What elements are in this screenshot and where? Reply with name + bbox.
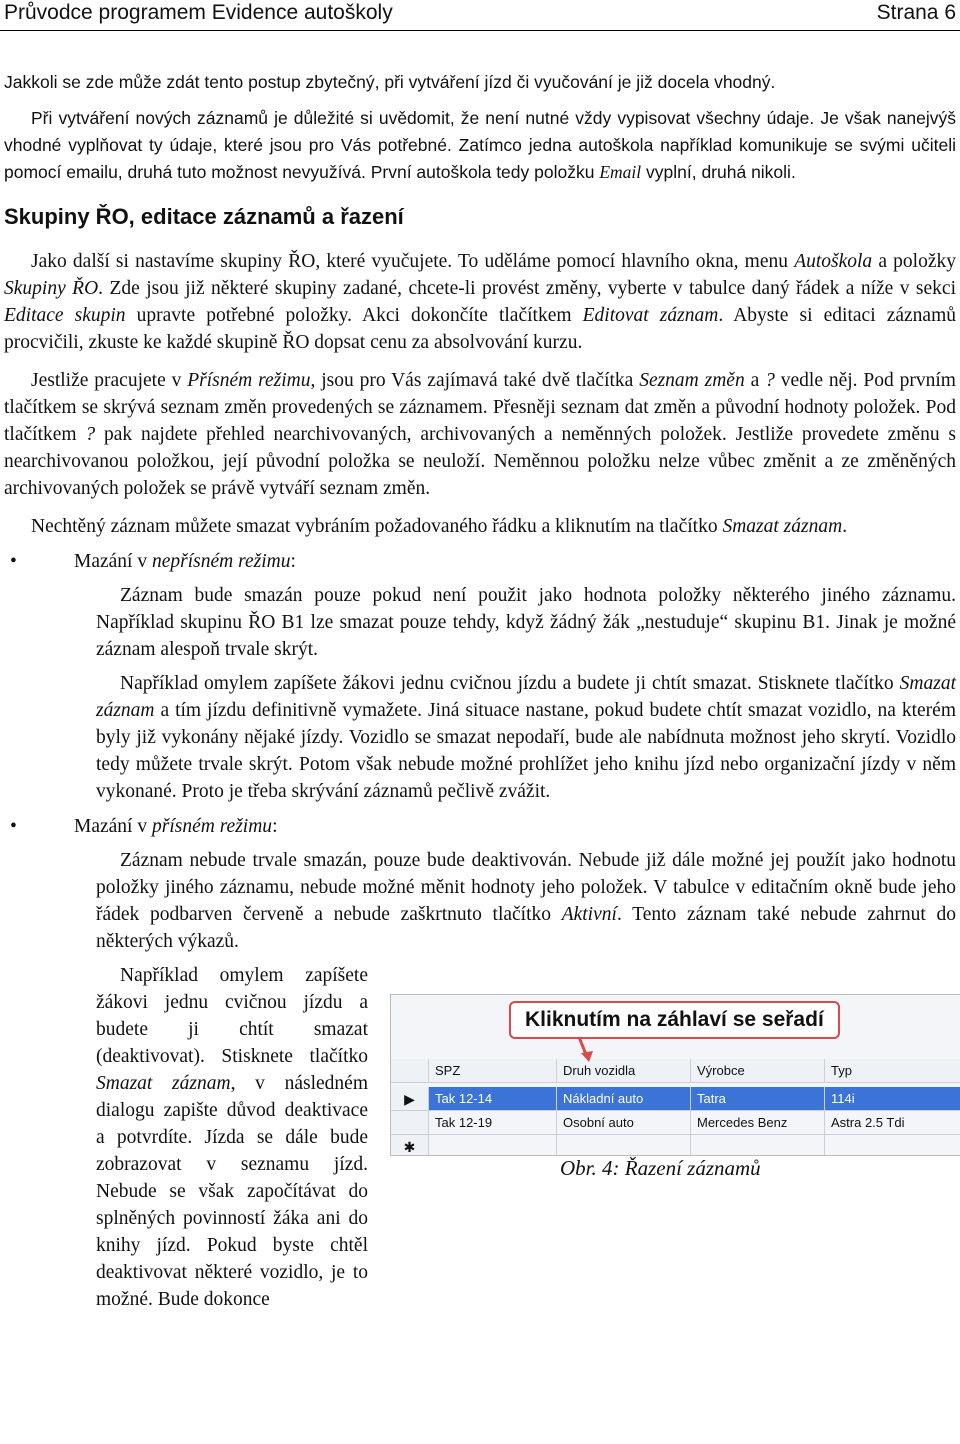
- section-heading: Skupiny ŘO, editace záznamů a řazení: [4, 204, 404, 229]
- intro-paragraph-1: Jakkoli se zde může zdát tento postup zbytečný, při vytváření jízd či vyučování je již docela vhodný.: [4, 72, 776, 92]
- table-cell[interactable]: Astra 2.5 Tdi: [825, 1111, 960, 1135]
- table-cell[interactable]: [691, 1135, 825, 1156]
- table-cell[interactable]: Tak 12-14: [429, 1087, 557, 1111]
- page-number: Strana 6: [876, 1, 956, 24]
- grid-header-row[interactable]: [391, 1059, 960, 1083]
- text-run-italic: Email: [599, 162, 642, 182]
- table-cell[interactable]: Tak 12-19: [429, 1111, 557, 1135]
- table-row[interactable]: [391, 1135, 960, 1156]
- table-cell[interactable]: [429, 1135, 557, 1156]
- column-header[interactable]: SPZ: [429, 1059, 557, 1083]
- column-header[interactable]: Typ: [825, 1059, 960, 1083]
- text-run: vyplní, druhá nikoli.: [641, 162, 796, 182]
- strict-paragraph-1: Záznam nebude trvale smazán, pouze bude deaktivován. Nebude již dále možné jej použít jako hodnotu položky jiného záznamu, nebude možné měnit hodnoty jeho položek. V tabulce v editačním okně bude jeho řádek podbarven červeně a nebude zaškrtnuto tlačítko Aktivní. Tento záznam také nebude zahrnut do některých výkazů.: [96, 850, 956, 952]
- arrow-down-icon: [571, 1035, 601, 1063]
- row-marker: ✱: [391, 1135, 429, 1156]
- table-cell[interactable]: Osobní auto: [557, 1111, 691, 1135]
- table-screenshot: [390, 994, 960, 1156]
- row-marker: ▶: [391, 1087, 429, 1111]
- bullet-nonstrict-mode: • Mazání v nepřísném režimu:: [4, 548, 956, 575]
- table-row[interactable]: [391, 1111, 960, 1135]
- nonstrict-paragraph-2: Například omylem zapíšete žákovi jednu cvičnou jízdu a budete ji chtít smazat. Stisknete tlačítko Smazat záznam a tím jízdu definitivně vymažete. Jiná situace nastane, pokud budete chtít smazat vozidlo, na kterém byly již vykonány nějaké jízdy. Vozidlo se smazat nepodaří, bude ale nabídnuta možnost jeho skrytí. Vozidlo tedy můžete trvale skrýt. Potom však nebude možné prohlížet jeho knihu jízd nebo organizační jízdy v něm vykonané. Proto je třeba skrývání záznamů pečlivě zvážit.: [96, 673, 956, 802]
- bullet-strict-mode: • Mazání v přísném režimu:: [4, 813, 956, 840]
- table-cell[interactable]: Nákladní auto: [557, 1087, 691, 1111]
- text-run: Při vytváření nových záznamů je důležité si uvědomit, že není nutné vždy vypisovat všechny údaje. Je však nanejvýš vhodné vyplňovat ty údaje, které jsou pro Vás potřebné. Zatímco jedna autoškola například komunikuje se svými učiteli pomocí emailu, druhá tuto možnost nevyužívá. První autoškola tedy položku: [4, 108, 956, 182]
- section-paragraph-3: Nechtěný záznam můžete smazat vybráním požadovaného řádku a kliknutím na tlačítko Smazat záznam.: [31, 516, 848, 537]
- section-paragraph-1: Jako další si nastavíme skupiny ŘO, které vyučujete. To uděláme pomocí hlavního okna, menu Autoškola a položky Skupiny ŘO. Zde jsou již některé skupiny zadané, chcete-li provést změny, vyberte v tabulce daný řádek a níže v sekci Editace skupin upravte potřebné položky. Akci dokončíte tlačítkem Editovat záznam. Abyste si editaci záznamů procvičili, zkuste ke každé skupině ŘO dopsat cenu za absolvování kurzu.: [4, 251, 956, 353]
- column-header[interactable]: Výrobce: [691, 1059, 825, 1083]
- page-content: [4, 69, 956, 1313]
- column-header[interactable]: Druh vozidla: [557, 1059, 691, 1083]
- bullet-dot: •: [10, 816, 17, 837]
- figure-sorting: [390, 994, 960, 1182]
- strict-paragraph-2-with-figure: [4, 962, 956, 1313]
- table-cell[interactable]: 114i: [825, 1087, 960, 1111]
- intro-paragraph-2: [4, 105, 956, 186]
- strict-paragraph-2: Například omylem zapíšete žákovi jednu cvičnou jízdu a budete ji chtít smazat (deaktivovat). Stisknete tlačítko Smazat záznam, v následném dialogu zapište důvod deaktivace a potvrdíte. Jízda se dále bude zobrazovat v seznamu jízd. Nebude se však započítávat do splněných povinností žáka ani do knihy jízd. Pokud byste chtěl deaktivovat některé vozidlo, je to možné. Bude dokonce: [96, 962, 956, 1313]
- nonstrict-paragraph-1: Záznam bude smazán pouze pokud není použit jako hodnota položky některého jiného záznamu. Například skupinu ŘO B1 lze smazat pouze tehdy, když žádný žák „nestuduje“ skupinu B1. Jinak je možné záznam alespoň trvale skrýt.: [96, 585, 956, 660]
- table-cell[interactable]: Tatra: [691, 1087, 825, 1111]
- sort-callout: Kliknutím na záhlaví se seřadí: [509, 1001, 840, 1039]
- document-title: Průvodce programem Evidence autoškoly: [4, 1, 393, 24]
- table-cell[interactable]: [557, 1135, 691, 1156]
- row-marker: [391, 1111, 429, 1135]
- table-row[interactable]: [391, 1087, 960, 1111]
- section-paragraph-2: Jestliže pracujete v Přísném režimu, jsou pro Vás zajímavá také dvě tlačítka Seznam změn a ? vedle něj. Pod prvním tlačítkem se skrývá seznam změn provedených se záznamem. Přesněji seznam dat změn a původní hodnoty položek. Pod tlačítkem ? pak najdete přehled nearchivovaných, archivovaných a neměnných položek. Jestliže provedete změnu s nearchivovanou položkou, její původní položka se neuloží. Neměnnou položku nelze vůbec změnit a ze změněných archivovaných položek se právě vytváří seznam změn.: [4, 370, 957, 499]
- page-header: [0, 0, 960, 31]
- figure-caption: Obr. 4: Řazení záznamů: [560, 1156, 761, 1180]
- bullet-dot: •: [10, 551, 17, 572]
- grid-corner: [391, 1059, 429, 1083]
- table-cell[interactable]: [825, 1135, 960, 1156]
- table-cell[interactable]: Mercedes Benz: [691, 1111, 825, 1135]
